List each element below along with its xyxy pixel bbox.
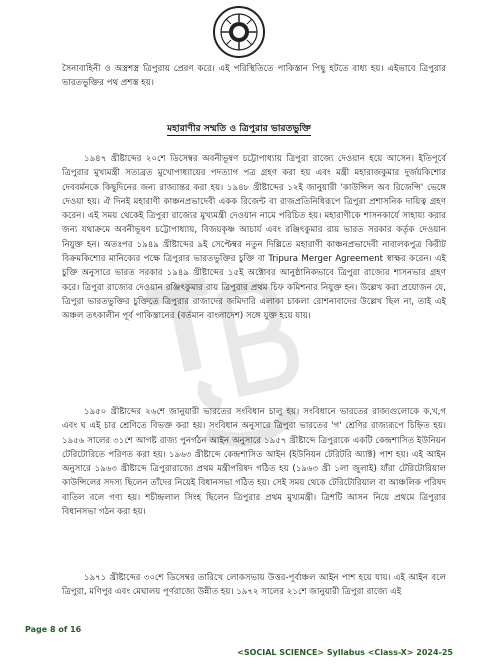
section-heading: [0, 121, 478, 136]
page-number: Page 8 of 16: [25, 625, 82, 634]
section-heading-text: মহারাণীর সম্মতি ও ত্রিপুরার ভারতভুক্তি: [167, 123, 311, 134]
paragraph-statehood: ১৯৭১ খ্রীষ্টাব্দের ৩০শে ডিসেম্বর তারিখে লোকসভায় উত্তর-পূর্বাঞ্চল আইন পাশ হয়ে যায়। এই আইন বলে ত্রিপুরা, মণিপুর এবং মেঘালয় পূর্ণরাজ্যে উন্নীত হয়। ১৯৭২ সালের ২১শে জানুয়ারী ত্রিপুরা রাজ্যে এই: [62, 573, 446, 598]
board-seal-icon: [212, 5, 266, 59]
paragraph-merger: ১৯৪৭ খ্রীষ্টাব্দের ২০শে ডিসেম্বর অবনীভূষণ চট্টোপাধ্যায় ত্রিপুরা রাজ্যে দেওয়ান হয়ে আসেন। ইতিপূর্বে ত্রিপুরার মুখ্যমন্ত্রী সত্যব্রত মুখোপাধ্যায়ের পদত্যাগ পত্র গ্রহণ করা হয় এবং মন্ত্রী মহারাজকুমার দুর্জয়কিশোর দেববর্মনকে কিছুদিনের জন্য রাজ্যান্তর করা হয়। ১৯৪৮ খ্রীষ্টাব্দের ১২ই জানুয়ারী 'কাউন্সিল অব রিজেন্সি' ভেঙ্গে দেওয়া হয়। ঐ দিনই মহারাণী কাঞ্চনপ্রভাদেবী একক রিজেন্ট বা রাজপ্রতিনিধিরূপে ত্রিপুরা প্রশাসনিক দায়িত্ব গ্রহণ করেন। এই সময় থেকেই ত্রিপুরা রাজ্যের মুখ্যমন্ত্রী দেওয়ান নামে পরিচিত হয়। মহারাণীকে শাসনকার্যে সাহায্য করার জন্য যথাক্রমে অবনীভূষণ চট্টোপাধ্যায়, বিজয়কৃষ্ণ আচার্য এবং রঞ্জিৎকুমার রায় ভারত সরকার কর্তৃক দেওয়ান নিযুক্ত হন। অতঃপর ১৯৪৯ খ্রীষ্টাব্দের ৯ই সেপ্টেম্বর নতুন দিল্লিতে মহারাণী কাঞ্চনপ্রভাদেবী নাবালকপুত্র কিরীট বিক্রমকিশোর মানিক্যের পক্ষে ত্রিপুরার ভারতভুক্তির চুক্তি বা Tripura Merger Agreement স্বাক্ষর করেন। এই চুক্তি অনুসারে ভারত সরকার ১৯৪৯ খ্রীষ্টাব্দের ১৫ই অক্টোবর আনুষ্ঠানিকভাবে ত্রিপুরা রাজ্যের শাসনভার গ্রহণ করে। ত্রিপুরা রাজ্যের দেওয়ান রঞ্জিৎকুমার রায় ত্রিপুরার প্রথম চিফ কমিশনার নিযুক্ত হন। উল্লেখ করা প্রয়োজন যে, ত্রিপুরা ভারতভুক্তির চুক্তিতে ত্রিপুরার রাজাদের জমিদারি এলাকা চাকলা রোশনাবাদের উল্লেখ ছিল না, তাই এই অঞ্চল তৎকালীন পূর্ব পাকিস্তানের (বর্তমান বাংলাদেশ) সঙ্গে যুক্ত হয়ে যায়।: [62, 154, 446, 322]
intro-paragraph: সৈনাবাহিনী ও অস্ত্রশস্ত্র ত্রিপুরায় প্রেরণ করে। এই পরিস্থিতিতে পাকিস্তান পিছু হটতে বাধ্য হয়। এইভাবে ত্রিপুরার ভারতভুক্তির পথ প্রশস্ত হয়।: [62, 64, 447, 89]
syllabus-footer: <SOCIAL SCIENCE> Syllabus <Class-X> 2024-25: [237, 648, 453, 657]
paragraph-constitution: ১৯৫০ খ্রীষ্টাব্দের ২৬শে জানুয়ারী ভারতের সংবিধান চালু হয়। সংবিধানে ভারতের রাজ্যগুলোকে ক,খ,গ এবং ঘ এই চার শ্রেণিতে বিভক্ত করা হয়। সংবিধান অনুসারে ত্রিপুরা ভারতের 'গ' শ্রেণির রাজ্যরূপে চিহ্নিত হয়। ১৯৫৬ সালের ৩১শে আগষ্ট রাজ্য পুনর্গঠন আইন অনুসারে ১৯৫৭ খ্রীষ্টাব্দে ত্রিপুরাকে একটি কেন্দ্রশাসিত ইউনিয়ন টেরিটোরিতে পরিণত করা হয়। ১৯৬৩ খ্রীষ্টাব্দে কেন্দ্রশাসিত আইন (ইউনিয়ন টেরিটরি অ্যাক্ট) পাশ হয়। এই আইন অনুসারে ১৯৬৩ খ্রীষ্টাব্দে ত্রিপুরারাজ্যে প্রথম মন্ত্রীপরিষদ গঠিত হয় (১৯৬৩ খ্রী ১লা জুলাই) যাঁরা টেরিটোরিয়াল কাউন্সিলের সদস্য ছিলেন তাঁদের নিয়েই বিধানসভা গঠিত হয়। সেই সময় থেকে টেরিটোরিয়াল বা আঞ্চলিক পরিষদ বাতিল বলে গণ্য হয়। শচীন্দ্রলাল সিংহ ছিলেন ত্রিপুরার প্রথম মুখ্যমন্ত্রী। ত্রিশটি আসন নিয়ে প্রথমে ত্রিপুরার বিধানসভা গঠন করা হয়।: [62, 407, 446, 518]
